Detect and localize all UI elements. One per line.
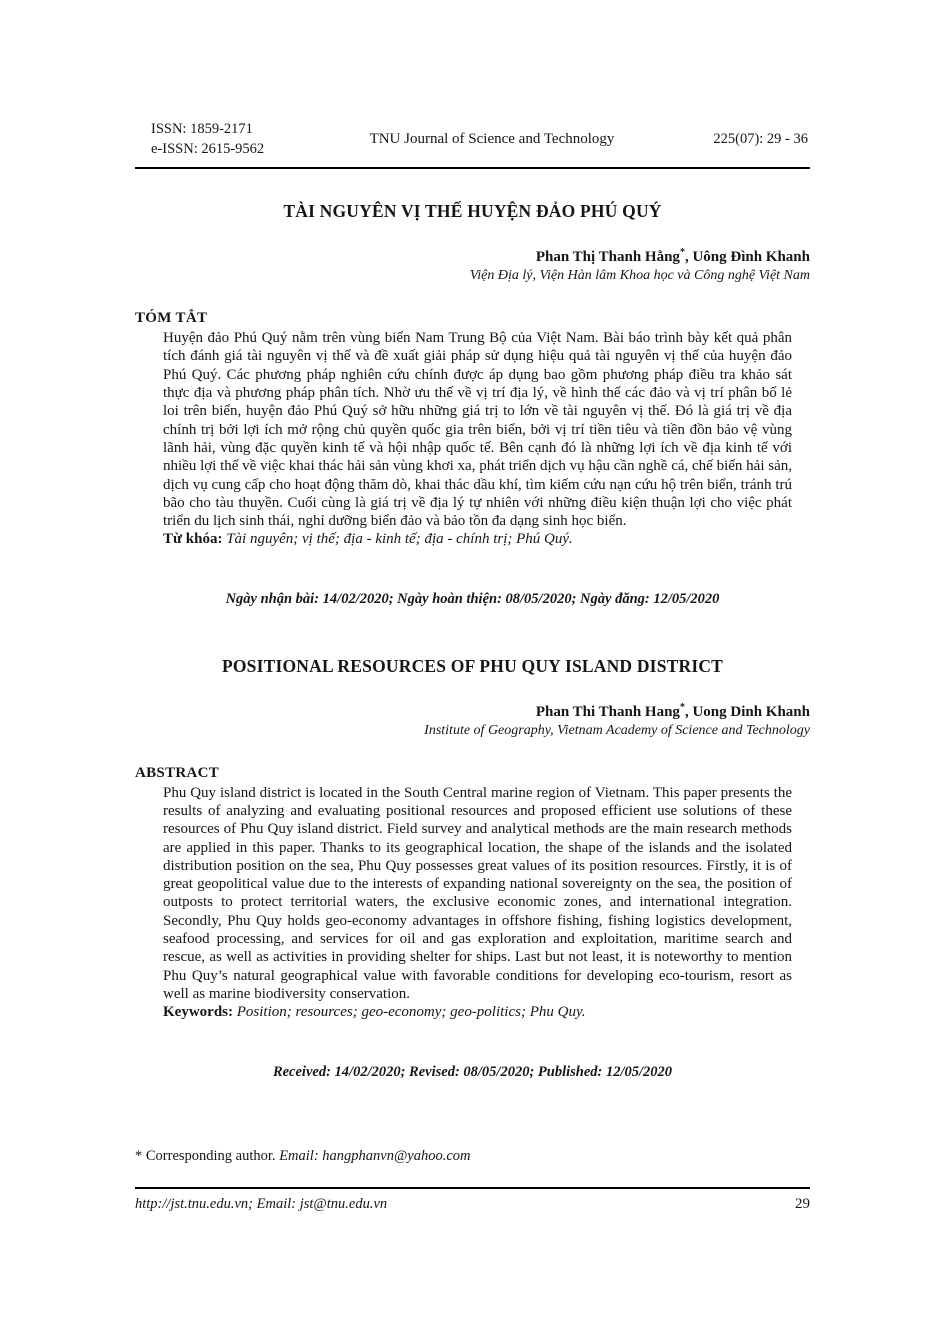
author-rest-vn: , Uông Đình Khanh xyxy=(684,249,810,266)
affiliation-vn: Viện Địa lý, Viện Hàn lâm Khoa học và Công nghệ Việt Nam xyxy=(469,268,810,284)
issn-line: ISSN: 1859-2171 xyxy=(151,121,253,137)
author-name-vn: Phan Thị Thanh Hằng xyxy=(535,249,680,266)
issn-block xyxy=(151,120,336,159)
keywords-text-en: Position; resources; geo-economy; geo-politics; Phu Quy. xyxy=(236,1004,586,1021)
abstract-text-vn: Huyện đảo Phú Quý nằm trên vùng biển Nam Trung Bộ của Việt Nam. Bài báo trình bày kết quả phân tích đánh giá tài nguyên vị thế và đề xuất giải pháp sử dụng hiệu quả tài nguyên vị thế của huyện đảo Phú Quý. Các phương pháp nghiên cứu chính được áp dụng bao gồm phương pháp điều tra khảo sát thực địa và phương pháp phân tích. Nhờ ưu thế về vị trí địa lý, về hình thể các đảo và vị trí phân bố lẻ loi trên biển, huyện đảo Phú Quý sở hữu những giá trị to lớn về tài nguyên vị thế. Đó là giá trị về địa chính trị bởi lợi ích mở rộng chủ quyền quốc gia trên biển, bởi vị trí tiền tiêu và tiền đồn bảo vệ vùng lãnh hải, vùng đặc quyền kinh tế và hội nhập quốc tế. Bên cạnh đó là những lợi ích về địa kinh tế với nhiều lợi thế về việc khai thác hải sản vùng khơi xa, phát triển dịch vụ hậu cần nghề cá, chế biến hải sản, dịch vụ cung cấp cho hoạt động thăm dò, khai thác dầu khí, tìm kiếm cứu nạn cứu hộ trên biển, tránh trú bão cho tàu thuyền. Cuối cùng là giá trị về địa lý tự nhiên với những điều kiện thuận lợi cho việc phát triển du lịch sinh thái, nghỉ dưỡng biển đảo và bảo tồn đa dạng sinh học biển. xyxy=(163,330,792,530)
corresponding-author-star-en: * xyxy=(679,701,685,713)
corresponding-author-star: * xyxy=(679,247,685,259)
page-number: 29 xyxy=(795,1196,810,1212)
keywords-text-vn: Tài nguyên; vị thế; địa - kinh tế; địa - chính trị; Phú Quý. xyxy=(226,531,573,548)
issue-pages: 225(07): 29 - 36 xyxy=(713,131,808,148)
keywords-label-vn: Từ khóa: xyxy=(163,531,223,548)
footnote-marker: * Corresponding author. xyxy=(135,1148,276,1164)
abstract-text-en: Phu Quy island district is located in the South Central marine region of Vietnam. This paper presents the results of analyzing and evaluating positional resources and proposed efficient use solutions of these resources of Phu Quy island district. Field survey and analytical methods are the main research methods are applied in this paper. Thanks to its geographical location, the shape of the islands and the isolated distribution position on the sea, Phu Quy possesses great values of its position resources. Firstly, it is of great geopolitical value due to the interests of expanding national sovereignty on the sea, the position of outposts to protect territorial waters, the exclusive economic zones, and international integration. Secondly, Phu Quy holds geo-economy advantages in offshore fishing, fishing logistics development, seafood processing, and services for oil and gas exploration and exploitation, maritime search and rescue, as well as activities in providing shelter for ships. Last but not least, it is noteworthy to mention Phu Quy’s natural geographical value with favorable conditions for developing eco-tourism, resort as well as marine biodiversity conservation. xyxy=(163,784,792,1002)
authors-line-vn xyxy=(135,247,810,266)
authors-block-en xyxy=(135,702,810,739)
article-title-en: POSITIONAL RESOURCES OF PHU QUY ISLAND DISTRICT xyxy=(221,655,724,676)
dates-line-en: Received: 14/02/2020; Revised: 08/05/2020; Published: 12/05/2020 xyxy=(272,1063,673,1080)
affiliation-en: Institute of Geography, Vietnam Academy of Science and Technology xyxy=(424,722,810,738)
dates-line-vn: Ngày nhận bài: 14/02/2020; Ngày hoàn thiện: 08/05/2020; Ngày đăng: 12/05/2020 xyxy=(225,590,720,607)
eissn-line: e-ISSN: 2615-9562 xyxy=(151,140,265,157)
keywords-line-vn xyxy=(163,530,792,548)
author-name-en: Phan Thi Thanh Hang xyxy=(535,703,680,720)
keywords-label-en: Keywords: xyxy=(163,1004,233,1021)
authors-block-vn xyxy=(135,247,810,284)
journal-header xyxy=(135,118,810,169)
author-rest-en: , Uong Dinh Khanh xyxy=(684,703,810,720)
article-title-vn: TÀI NGUYÊN VỊ THẾ HUYỆN ĐẢO PHÚ QUÝ xyxy=(283,201,662,222)
corresponding-author-footnote xyxy=(135,1148,471,1165)
abstract-heading-en: ABSTRACT xyxy=(135,764,220,781)
keywords-line-en xyxy=(163,1003,792,1021)
footer-journal-url: http://jst.tnu.edu.vn; Email: jst@tnu.edu.vn xyxy=(135,1196,388,1212)
page-footer xyxy=(135,1187,810,1213)
abstract-heading-vn: TÓM TẮT xyxy=(135,310,208,327)
footnote-email: Email: hangphanvn@yahoo.com xyxy=(279,1148,471,1164)
authors-line-en xyxy=(135,702,810,721)
journal-title: TNU Journal of Science and Technology xyxy=(369,131,615,148)
